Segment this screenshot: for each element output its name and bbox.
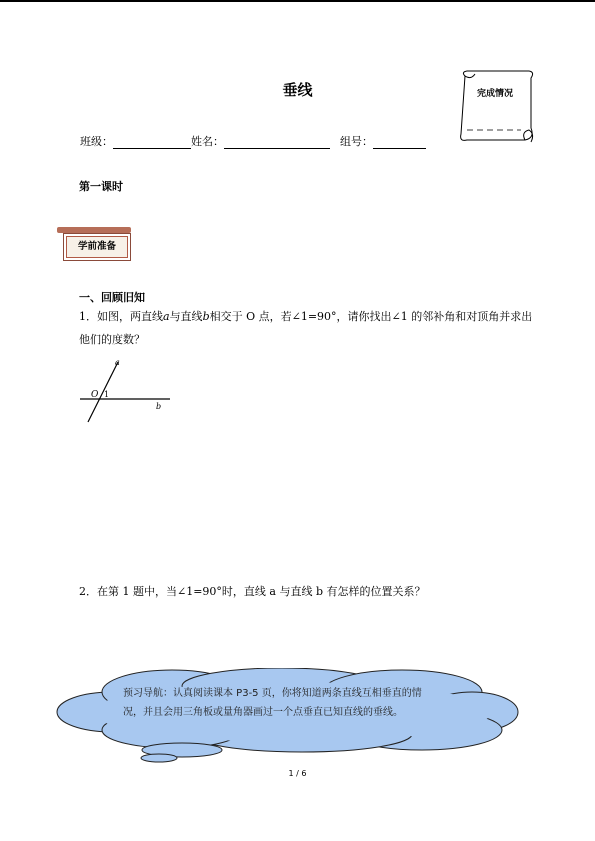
question-2: 2．在第 1 题中，当∠1=90°时，直线 a 与直线 b 有怎样的位置关系？ <box>79 585 426 598</box>
var-b: b <box>202 310 210 323</box>
var-a: a <box>163 310 170 323</box>
group-label: 组号： <box>340 135 373 148</box>
page-number: 1 / 6 <box>288 769 307 778</box>
label-b: b <box>156 402 162 411</box>
intersecting-lines-figure <box>74 354 174 430</box>
class-blank[interactable] <box>113 136 191 149</box>
label-angle-1: 1 <box>104 390 110 399</box>
name-blank[interactable] <box>224 136 330 149</box>
scroll-icon <box>455 68 537 146</box>
lesson-heading: 第一课时 <box>79 180 123 193</box>
prep-badge <box>63 233 131 261</box>
class-label: 班级： <box>80 135 113 148</box>
question-1: 1．如图，两直线a与直线b相交于 O 点，若∠1=90°，请你找出∠1 的邻补角和对顶角并求出他们的度数？ <box>79 310 533 346</box>
label-o: O <box>91 390 99 400</box>
cloud-note-text: 预习导航：认真阅读课本 P3-5 页，你将知道两条直线互相垂直的情况，并且会用三角板或量角器画过一个点垂直已知直线的垂线。 <box>123 688 422 718</box>
group-blank[interactable] <box>373 136 426 149</box>
label-a: a <box>115 358 120 367</box>
prep-badge-label: 学前准备 <box>66 236 128 258</box>
section-heading-review: 一、回顾旧知 <box>79 291 145 304</box>
page-title: 垂线 <box>282 81 313 99</box>
top-rule <box>0 0 595 2</box>
student-info-line <box>80 133 426 149</box>
completion-status-label: 完成情况 <box>476 89 513 99</box>
name-label: 姓名： <box>191 135 224 148</box>
